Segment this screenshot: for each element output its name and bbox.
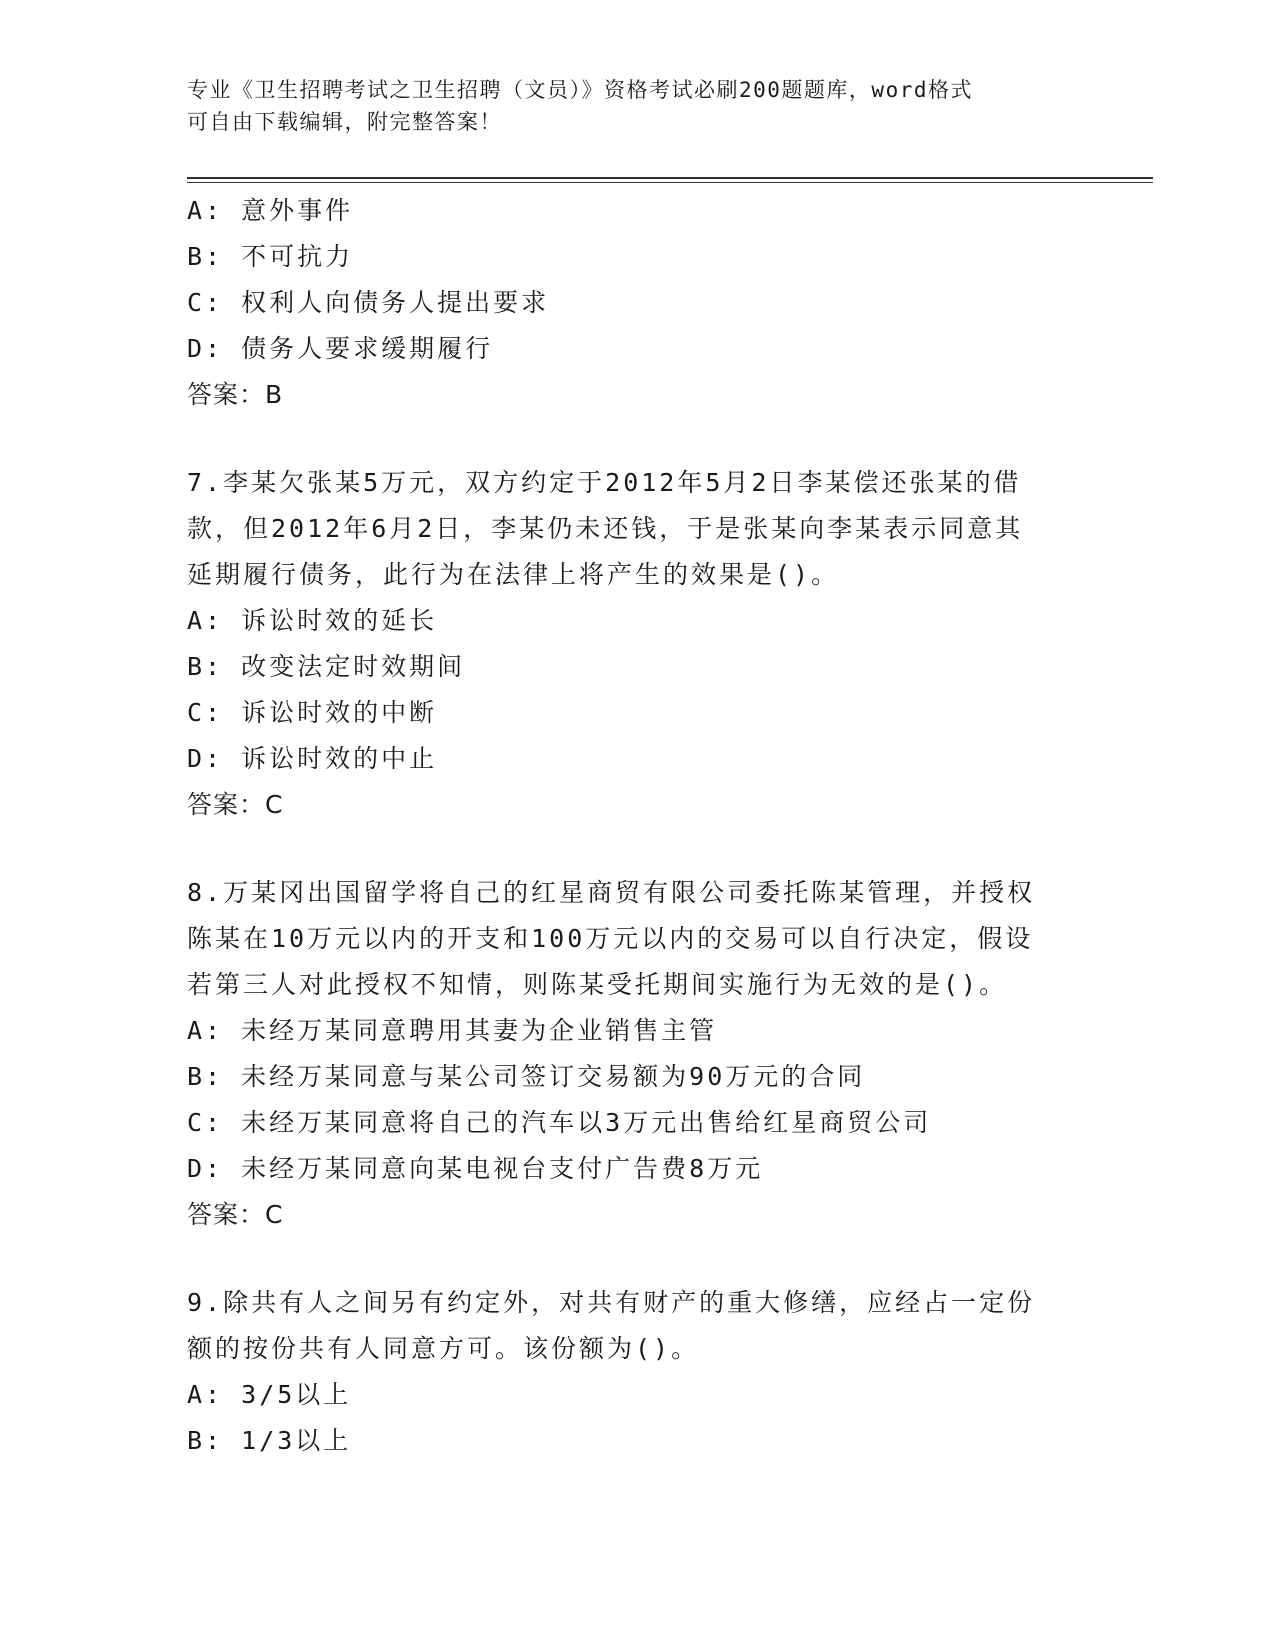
option-c: C: 诉讼时效的中断 — [187, 698, 438, 727]
option-d: D: 未经万某同意向某电视台支付广告费8万元 — [187, 1154, 764, 1183]
question-stem-line: 若第三人对此授权不知情，则陈某受托期间实施行为无效的是()。 — [187, 970, 1008, 999]
document-header — [187, 74, 1087, 138]
option-a: A: 未经万某同意聘用其妻为企业销售主管 — [187, 1016, 718, 1045]
spacer — [187, 1238, 1087, 1280]
header-title-line-2: 可自由下载编辑，附完整答案！ — [187, 110, 502, 134]
question-stem-line: 额的按份共有人同意方可。该份额为()。 — [187, 1334, 700, 1363]
question-7 — [187, 460, 1087, 828]
option-b: B: 不可抗力 — [187, 242, 354, 271]
question-stem-line: 7.李某欠张某5万元，双方约定于2012年5月2日李某偿还张某的借 — [187, 468, 1022, 497]
question-stem-line: 8.万某冈出国留学将自己的红星商贸有限公司委托陈某管理，并授权 — [187, 878, 1036, 907]
spacer — [187, 828, 1087, 870]
answer-label: 答案：B — [187, 380, 284, 409]
spacer — [187, 418, 1087, 460]
question-list — [187, 188, 1087, 1464]
option-c: C: 未经万某同意将自己的汽车以3万元出售给红星商贸公司 — [187, 1108, 932, 1137]
question-stem-line: 9.除共有人之间另有约定外，对共有财产的重大修缮，应经占一定份 — [187, 1288, 1036, 1317]
question-stem-line: 延期履行债务，此行为在法律上将产生的效果是()。 — [187, 560, 840, 589]
header-divider-thick — [187, 177, 1153, 179]
answer-label: 答案：C — [187, 790, 284, 819]
option-a: A: 3/5以上 — [187, 1380, 352, 1409]
option-d: D: 债务人要求缓期履行 — [187, 334, 494, 363]
answer-label: 答案：C — [187, 1200, 284, 1229]
question-stem-line: 陈某在10万元以内的开支和100万元以内的交易可以自行决定，假设 — [187, 924, 1034, 953]
question-9 — [187, 1280, 1087, 1464]
option-b: B: 1/3以上 — [187, 1426, 352, 1455]
question-stem-line: 款，但2012年6月2日，李某仍未还钱，于是张某向李某表示同意其 — [187, 514, 1024, 543]
option-a: A: 意外事件 — [187, 196, 354, 225]
question-6 — [187, 188, 1087, 418]
header-divider-thin — [187, 182, 1153, 183]
option-d: D: 诉讼时效的中止 — [187, 744, 438, 773]
option-b: B: 未经万某同意与某公司签订交易额为90万元的合同 — [187, 1062, 866, 1091]
header-title-line-1: 专业《卫生招聘考试之卫生招聘（文员）》资格考试必刷200题题库，word格式 — [187, 78, 973, 102]
question-8 — [187, 870, 1087, 1238]
option-c: C: 权利人向债务人提出要求 — [187, 288, 550, 317]
option-a: A: 诉讼时效的延长 — [187, 606, 438, 635]
option-b: B: 改变法定时效期间 — [187, 652, 466, 681]
